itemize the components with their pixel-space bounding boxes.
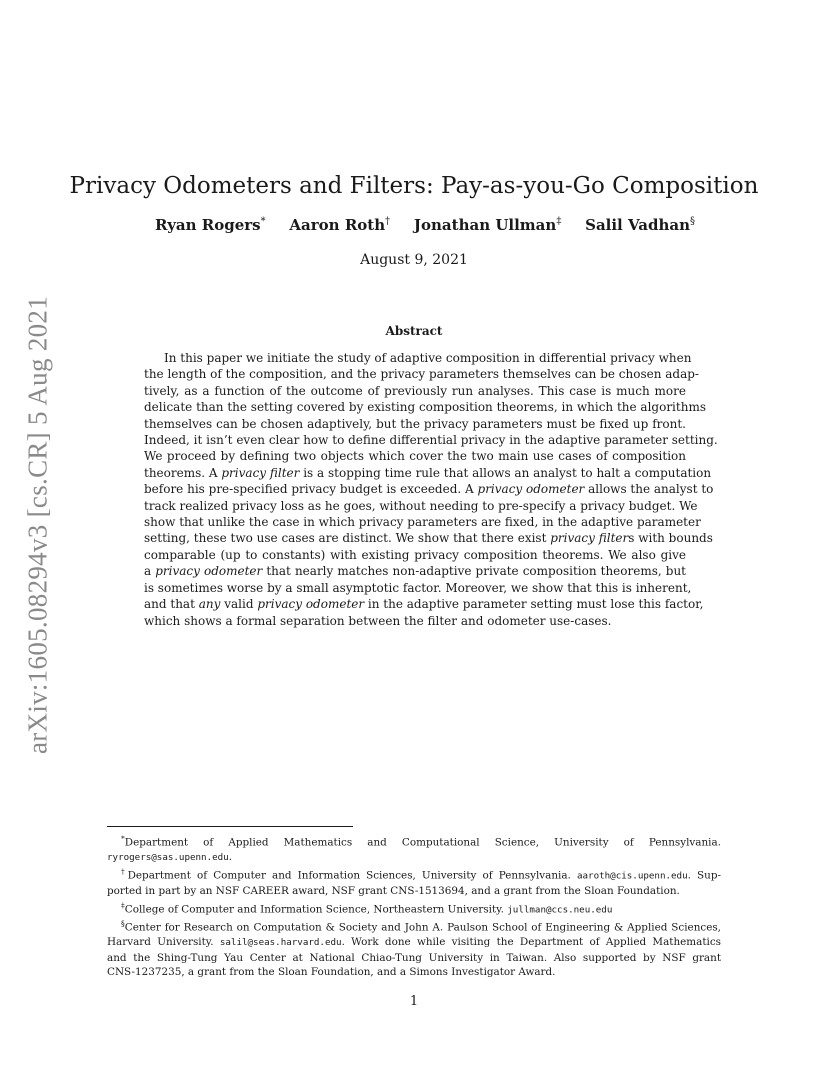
footnote-line: ‡College of Computer and Information Science, Northeastern University. jullman@ccs.neu.edu xyxy=(121,900,613,916)
arxiv-sidebar xyxy=(14,290,62,760)
footnote-line: Harvard University. salil@seas.harvard.edu. Work done while visiting the Department of Applied Mathematics xyxy=(107,936,721,949)
abstract-line: and that any valid privacy odometer in the adaptive parameter setting must lose this factor, xyxy=(144,597,704,612)
footnote-line: §Center for Research on Computation & Society and John A. Paulson School of Engineering & Applied Sciences, xyxy=(121,919,721,934)
abstract-text xyxy=(144,350,718,629)
abstract-line: delicate than the setting covered by existing composition theorems, in which the algorithms xyxy=(144,400,706,415)
paper-title: Privacy Odometers and Filters: Pay-as-you-Go Composition xyxy=(69,173,759,200)
footnote xyxy=(107,917,721,979)
footnote-line: and the Shing-Tung Yau Center at National Chiao-Tung University in Taiwan. Also supported by NSF grant xyxy=(107,951,721,964)
abstract-line: tively, as a function of the outcome of previously run analyses. This case is much more xyxy=(144,383,686,398)
author: Jonathan Ullman‡ xyxy=(413,216,562,234)
author-list xyxy=(155,216,695,234)
abstract-line: In this paper we initiate the study of adaptive composition in differential privacy when xyxy=(164,351,692,365)
abstract-line: comparable (up to constants) with existing privacy composition theorems. We also give xyxy=(144,547,686,562)
footnotes xyxy=(107,832,721,980)
footnote-line: ryrogers@sas.upenn.edu. xyxy=(107,850,233,863)
footnote xyxy=(107,832,721,865)
abstract-heading: Abstract xyxy=(385,324,443,338)
author: Aaron Roth† xyxy=(289,216,391,234)
page-number: 1 xyxy=(409,994,419,1009)
abstract-line: show that unlike the case in which privacy parameters are fixed, in the adaptive parameter xyxy=(144,515,701,530)
abstract-line: a privacy odometer that nearly matches non-adaptive private composition theorems, but xyxy=(144,564,687,579)
footnote xyxy=(107,865,721,898)
abstract-line: before his pre-specified privacy budget is exceeded. A privacy odometer allows the analyst to xyxy=(144,482,714,497)
abstract-line: themselves can be chosen adaptively, but the privacy parameters must be fixed up front. xyxy=(144,416,686,431)
arxiv-identifier: arXiv:1605.08294v3 [cs.CR] 5 Aug 2021 xyxy=(22,295,53,755)
footnote-line: *Department of Applied Mathematics and Computational Science, University of Pennsylvania. xyxy=(121,834,721,849)
footnote-rule xyxy=(107,826,353,827)
footnote-line: ported in part by an NSF CAREER award, NSF grant CNS-1513694, and a grant from the Sloan Foundation. xyxy=(107,885,680,898)
footnote-line: †Department of Computer and Information Sciences, University of Pennsylvania. aaroth@cis.upenn.edu. Sup- xyxy=(121,867,722,882)
abstract-line: setting, these two use cases are distinct. We show that there exist privacy filters with bounds xyxy=(144,531,713,546)
paper-date: August 9, 2021 xyxy=(360,252,468,268)
abstract-line: the length of the composition, and the privacy parameters themselves can be chosen adap- xyxy=(144,367,699,382)
abstract-line: We proceed by defining two objects which cover the two main use cases of composition xyxy=(144,449,686,464)
author: Ryan Rogers* xyxy=(155,216,266,234)
abstract-line: theorems. A privacy filter is a stopping time rule that allows an analyst to halt a computation xyxy=(144,465,712,480)
abstract-line: track realized privacy loss as he goes, without needing to pre-specify a privacy budget. We xyxy=(144,498,698,513)
footnote-line: CNS-1237235, a grant from the Sloan Foundation, and a Simons Investigator Award. xyxy=(107,966,556,979)
author: Salil Vadhan§ xyxy=(585,216,695,234)
abstract-line: which shows a formal separation between the filter and odometer use-cases. xyxy=(144,613,612,628)
abstract-line: is sometimes worse by a small asymptotic factor. Moreover, we show that this is inherent, xyxy=(144,580,692,595)
abstract-line: Indeed, it isn’t even clear how to define differential privacy in the adaptive parameter setting. xyxy=(144,433,718,448)
footnote xyxy=(107,899,721,918)
